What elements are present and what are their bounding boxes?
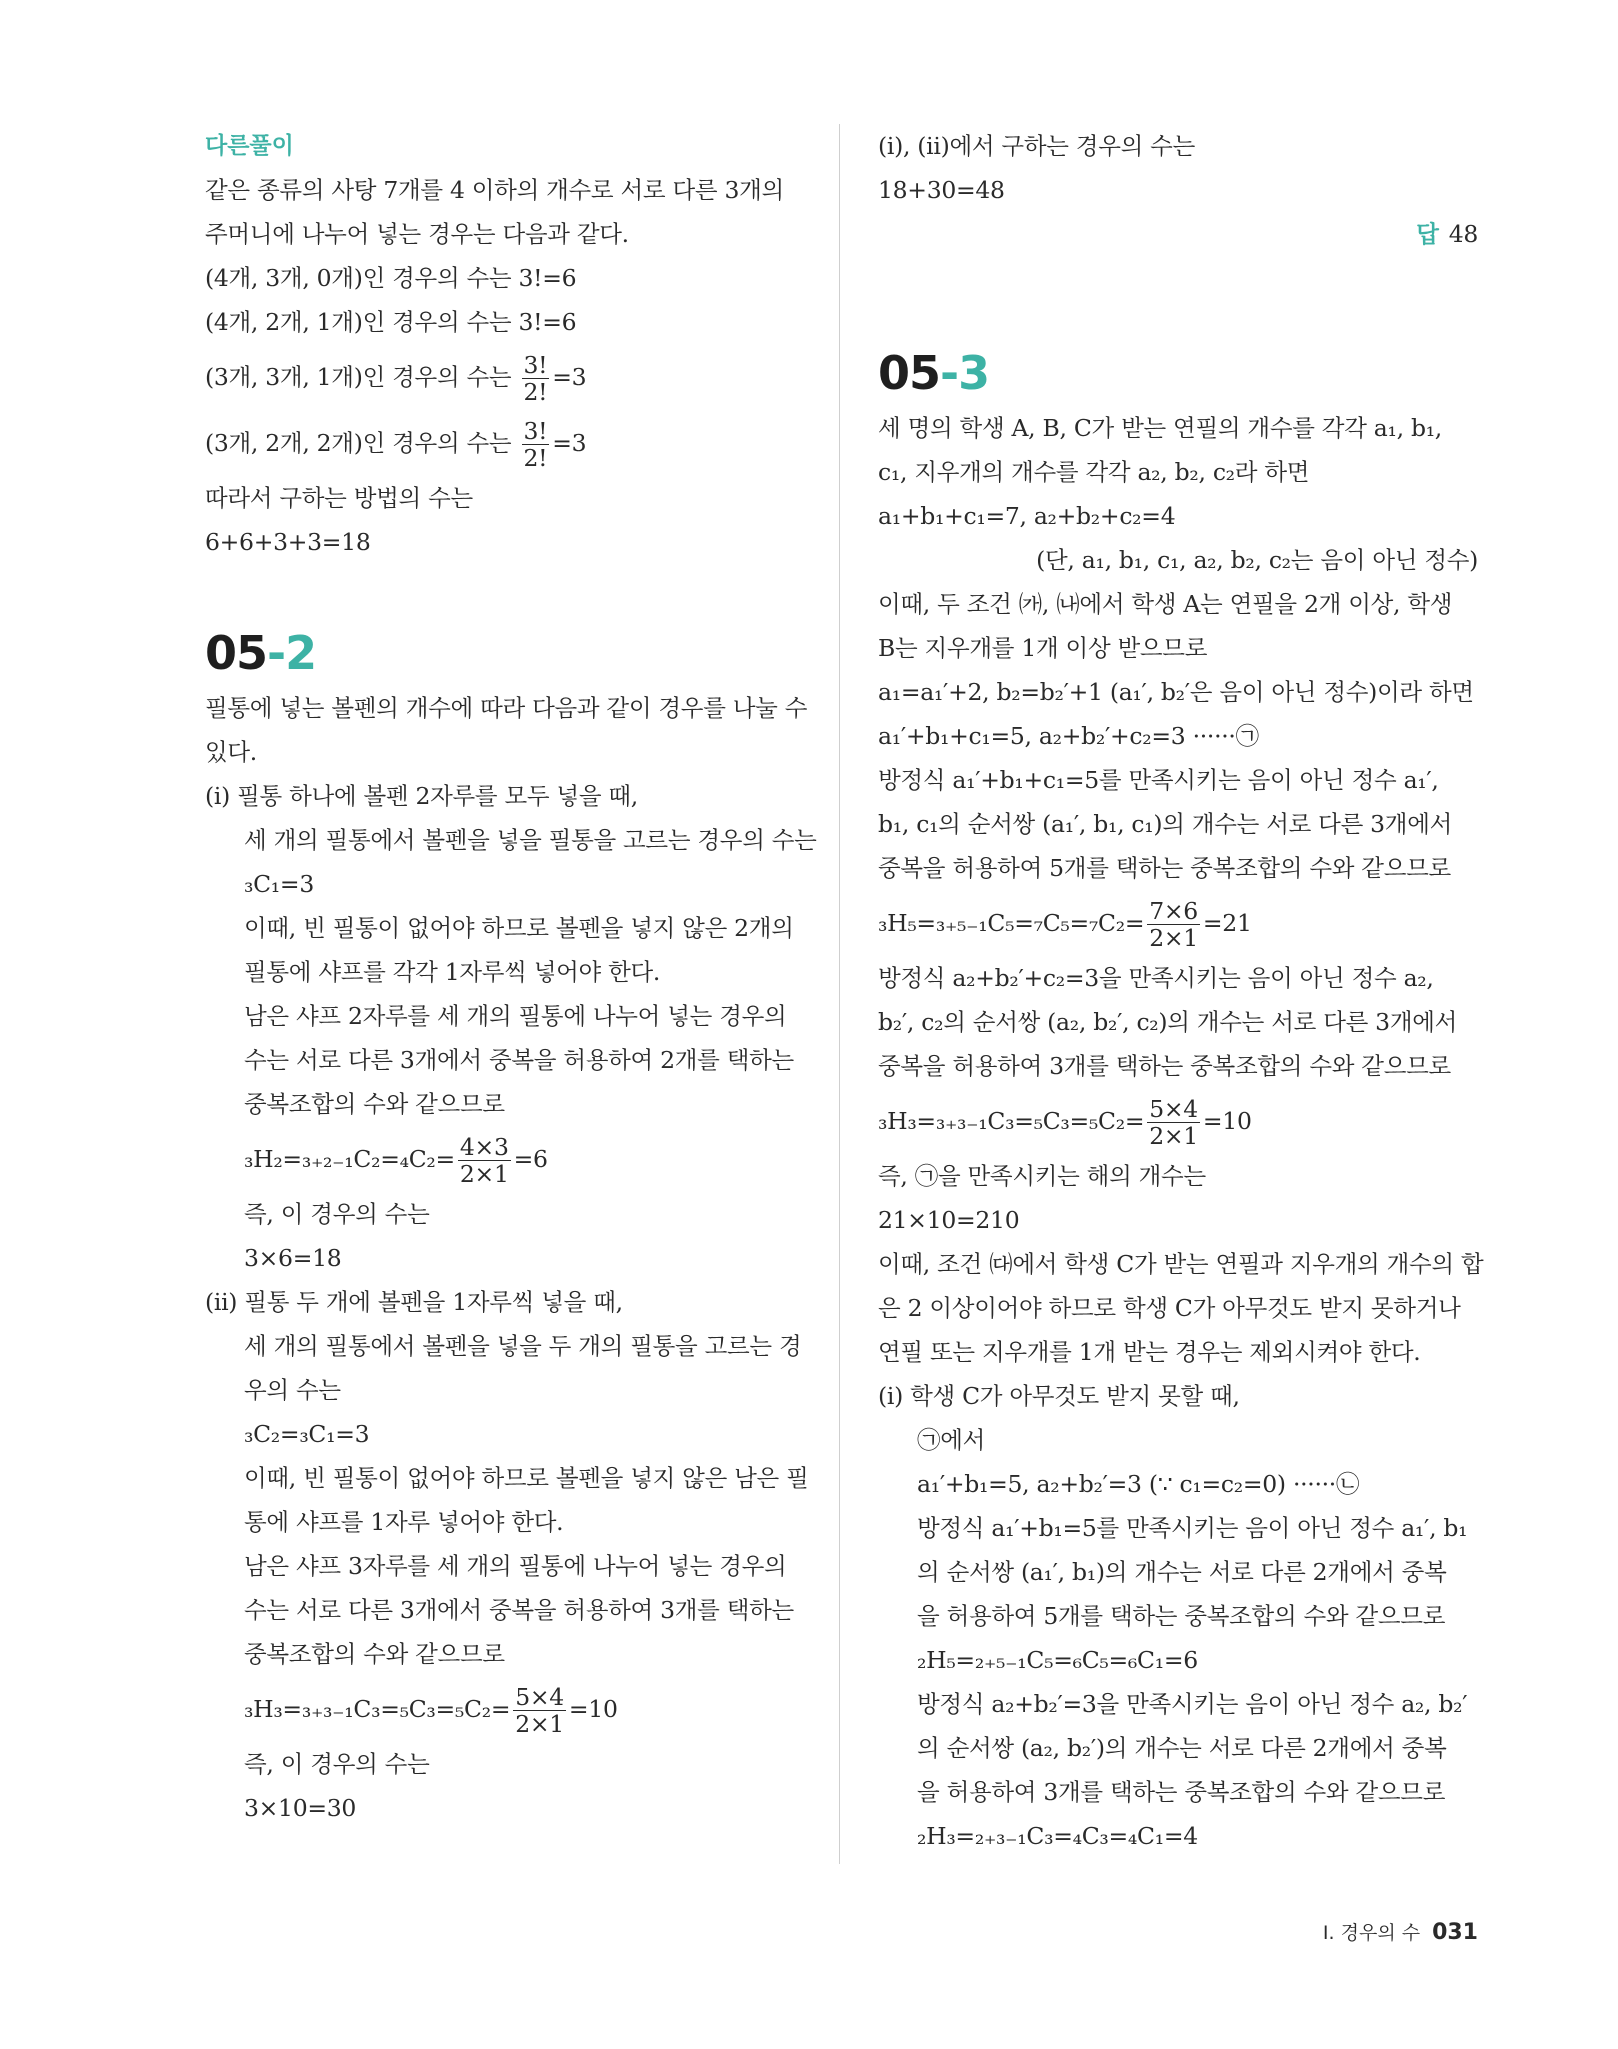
- section-title-05-2: [205, 620, 805, 686]
- page-number: 031: [1432, 1920, 1478, 1945]
- equation-line: [878, 1088, 1478, 1154]
- left-column: [205, 124, 817, 1830]
- text-line: 을 허용하여 3개를 택하는 중복조합의 수와 같으므로: [917, 1778, 1446, 1806]
- spacer: [205, 564, 805, 620]
- text-line: 수는 서로 다른 3개에서 중복을 허용하여 3개를 택하는: [244, 1596, 794, 1624]
- text-line: 18+30=48: [878, 176, 1005, 204]
- text-line: 수는 서로 다른 3개에서 중복을 허용하여 2개를 택하는: [244, 1046, 794, 1074]
- section-number: 05: [878, 346, 941, 400]
- case-heading: (i) 필통 하나에 볼펜 2자루를 모두 넣을 때,: [205, 782, 638, 810]
- numerator: 4×3: [459, 1133, 509, 1161]
- numerator: 3!: [523, 351, 548, 379]
- text-line: a₁′+b₁=5, a₂+b₂′=3 (∵ c₁=c₂=0) ······㉡: [917, 1470, 1360, 1498]
- text-line: B는 지우개를 1개 이상 받으므로: [878, 634, 1208, 662]
- equation-line: [878, 890, 1478, 956]
- page-footer: [1323, 1918, 1478, 1945]
- answer-value: 48: [1448, 220, 1478, 248]
- text-line: 중복을 허용하여 5개를 택하는 중복조합의 수와 같으므로: [878, 854, 1451, 882]
- right-column: [878, 124, 1484, 1858]
- text-span: ₃H₃=₃₊₃₋₁C₃=₅C₃=₅C₂=: [878, 1107, 1145, 1135]
- text-span: (3개, 3개, 1개)인 경우의 수는: [205, 363, 512, 391]
- text-line: 필통에 넣는 볼펜의 개수에 따라 다음과 같이 경우를 나눌 수: [205, 694, 808, 722]
- section-dash: -: [940, 346, 959, 400]
- denominator: 2×1: [1149, 924, 1198, 952]
- text-line: 남은 샤프 3자루를 세 개의 필통에 나누어 넣는 경우의: [244, 1552, 787, 1580]
- text-line: ₂H₅=₂₊₅₋₁C₅=₆C₅=₆C₁=6: [917, 1646, 1198, 1674]
- text-line: 남은 샤프 2자루를 세 개의 필통에 나누어 넣는 경우의: [244, 1002, 787, 1030]
- fraction-line: [205, 344, 805, 410]
- text-line: 있다.: [205, 738, 257, 766]
- text-line: a₁+b₁+c₁=7, a₂+b₂+c₂=4: [878, 502, 1176, 530]
- text-span: (3개, 2개, 2개)인 경우의 수는: [205, 429, 512, 457]
- text-line: 중복을 허용하여 3개를 택하는 중복조합의 수와 같으므로: [878, 1052, 1451, 1080]
- spacer: [878, 312, 1478, 340]
- text-line: 따라서 구하는 방법의 수는: [205, 484, 473, 512]
- text-line: 세 명의 학생 A, B, C가 받는 연필의 개수를 각각 a₁, b₁,: [878, 414, 1442, 442]
- text-line: a₁′+b₁+c₁=5, a₂+b₂′+c₂=3 ······㉠: [878, 722, 1259, 750]
- fraction-line: [205, 410, 805, 476]
- equation-line: [205, 1126, 805, 1192]
- section-number: 05: [205, 626, 268, 680]
- text-line: 방정식 a₁′+b₁=5를 만족시키는 음이 아닌 정수 a₁′, b₁: [917, 1514, 1468, 1542]
- text-line: 의 순서쌍 (a₂, b₂′)의 개수는 서로 다른 2개에서 중복: [917, 1734, 1447, 1762]
- spacer: [878, 256, 1478, 312]
- text-line: 방정식 a₁′+b₁+c₁=5를 만족시키는 음이 아닌 정수 a₁′,: [878, 766, 1439, 794]
- text-line: 이때, 두 조건 ㈎, ㈏에서 학생 A는 연필을 2개 이상, 학생: [878, 590, 1453, 618]
- denominator: 2×1: [515, 1710, 564, 1738]
- text-line: (i), (ii)에서 구하는 경우의 수는: [878, 132, 1195, 160]
- text-line: 필통에 샤프를 각각 1자루씩 넣어야 한다.: [244, 958, 661, 986]
- text-span: =3: [552, 363, 587, 391]
- fraction: [513, 1684, 566, 1737]
- answer-line: [878, 212, 1478, 256]
- text-line: ㉠에서: [917, 1426, 986, 1454]
- denominator: 2!: [523, 444, 548, 472]
- denominator: 2!: [523, 378, 548, 406]
- numerator: 3!: [523, 417, 548, 445]
- text-line: 이때, 조건 ㈐에서 학생 C가 받는 연필과 지우개의 개수의 합: [878, 1250, 1484, 1278]
- fraction: [522, 352, 550, 405]
- fraction: [1147, 898, 1200, 951]
- text-line: 연필 또는 지우개를 1개 받는 경우는 제외시켜야 한다.: [878, 1338, 1421, 1366]
- text-line: 우의 수는: [244, 1376, 341, 1404]
- fraction: [1147, 1096, 1200, 1149]
- text-line: c₁, 지우개의 개수를 각각 a₂, b₂, c₂라 하면: [878, 458, 1310, 486]
- text-line: b₂′, c₂의 순서쌍 (a₂, b₂′, c₂)의 개수는 서로 다른 3개에서: [878, 1008, 1458, 1036]
- text-line: 3×10=30: [244, 1794, 357, 1822]
- text-span: =10: [568, 1695, 618, 1723]
- text-line: ₃C₁=3: [244, 870, 314, 898]
- alt-solution-heading: 다른풀이: [205, 133, 294, 159]
- column-divider: [839, 124, 840, 1864]
- text-line: 중복조합의 수와 같으므로: [244, 1090, 505, 1118]
- section-title-05-3: [878, 340, 1478, 406]
- text-line: 즉, 이 경우의 수는: [244, 1750, 430, 1778]
- text-span: =3: [552, 429, 587, 457]
- text-span: =21: [1202, 909, 1252, 937]
- denominator: 2×1: [459, 1160, 509, 1188]
- section-dash: -: [267, 626, 286, 680]
- text-line: 즉, 이 경우의 수는: [244, 1200, 430, 1228]
- section-subnumber: 3: [958, 346, 990, 400]
- text-line: 3×6=18: [244, 1244, 342, 1272]
- text-line: 주머니에 나누어 넣는 경우는 다음과 같다.: [205, 220, 629, 248]
- text-line: 을 허용하여 5개를 택하는 중복조합의 수와 같으므로: [917, 1602, 1446, 1630]
- numerator: 5×4: [1149, 1095, 1198, 1123]
- equation-line: [205, 1676, 805, 1742]
- case-heading: (ii) 필통 두 개에 볼펜을 1자루씩 넣을 때,: [205, 1288, 623, 1316]
- text-line: b₁, c₁의 순서쌍 (a₁′, b₁, c₁)의 개수는 서로 다른 3개에서: [878, 810, 1453, 838]
- text-line: ₃C₂=₃C₁=3: [244, 1420, 370, 1448]
- case-heading: (i) 학생 C가 아무것도 받지 못할 때,: [878, 1382, 1240, 1410]
- text-line: 즉, ㉠을 만족시키는 해의 개수는: [878, 1162, 1206, 1190]
- text-line: (4개, 3개, 0개)인 경우의 수는 3!=6: [205, 264, 577, 292]
- text-line: 중복조합의 수와 같으므로: [244, 1640, 505, 1668]
- text-line: 세 개의 필통에서 볼펜을 넣을 필통을 고르는 경우의 수는: [244, 826, 817, 854]
- text-line: 6+6+3+3=18: [205, 528, 371, 556]
- text-line: 방정식 a₂+b₂′=3을 만족시키는 음이 아닌 정수 a₂, b₂′: [917, 1690, 1468, 1718]
- fraction: [458, 1134, 511, 1187]
- text-line: 세 개의 필통에서 볼펜을 넣을 두 개의 필통을 고르는 경: [244, 1332, 802, 1360]
- text-line: 같은 종류의 사탕 7개를 4 이하의 개수로 서로 다른 3개의: [205, 176, 784, 204]
- fraction: [522, 418, 550, 471]
- chapter-label: I. 경우의 수: [1322, 1922, 1421, 1944]
- text-span: ₃H₂=₃₊₂₋₁C₂=₄C₂=: [244, 1145, 455, 1173]
- text-line: 의 순서쌍 (a₁′, b₁)의 개수는 서로 다른 2개에서 중복: [917, 1558, 1447, 1586]
- text-line: 이때, 빈 필통이 없어야 하므로 볼펜을 넣지 않은 2개의: [244, 914, 794, 942]
- text-span: =10: [1202, 1107, 1252, 1135]
- text-span: ₃H₃=₃₊₃₋₁C₃=₅C₃=₅C₂=: [244, 1695, 511, 1723]
- text-line: (4개, 2개, 1개)인 경우의 수는 3!=6: [205, 308, 577, 336]
- text-line: 통에 샤프를 1자루 넣어야 한다.: [244, 1508, 564, 1536]
- text-line: 은 2 이상이어야 하므로 학생 C가 아무것도 받지 못하거나: [878, 1294, 1461, 1322]
- denominator: 2×1: [1149, 1122, 1198, 1150]
- numerator: 5×4: [515, 1683, 564, 1711]
- text-line: ₂H₃=₂₊₃₋₁C₃=₄C₃=₄C₁=4: [917, 1822, 1198, 1850]
- text-span: ₃H₅=₃₊₅₋₁C₅=₇C₅=₇C₂=: [878, 909, 1145, 937]
- text-line: 방정식 a₂+b₂′+c₂=3을 만족시키는 음이 아닌 정수 a₂,: [878, 964, 1434, 992]
- text-line: 이때, 빈 필통이 없어야 하므로 볼펜을 넣지 않은 남은 필: [244, 1464, 809, 1492]
- answer-label: 답: [1416, 220, 1439, 248]
- text-line: a₁=a₁′+2, b₂=b₂′+1 (a₁′, b₂′은 음이 아닌 정수)이라 하면: [878, 678, 1474, 706]
- text-line: 21×10=210: [878, 1206, 1020, 1234]
- text-line: (단, a₁, b₁, c₁, a₂, b₂, c₂는 음이 아닌 정수): [1036, 546, 1478, 574]
- text-span: =6: [513, 1145, 548, 1173]
- section-subnumber: 2: [285, 626, 317, 680]
- numerator: 7×6: [1149, 897, 1198, 925]
